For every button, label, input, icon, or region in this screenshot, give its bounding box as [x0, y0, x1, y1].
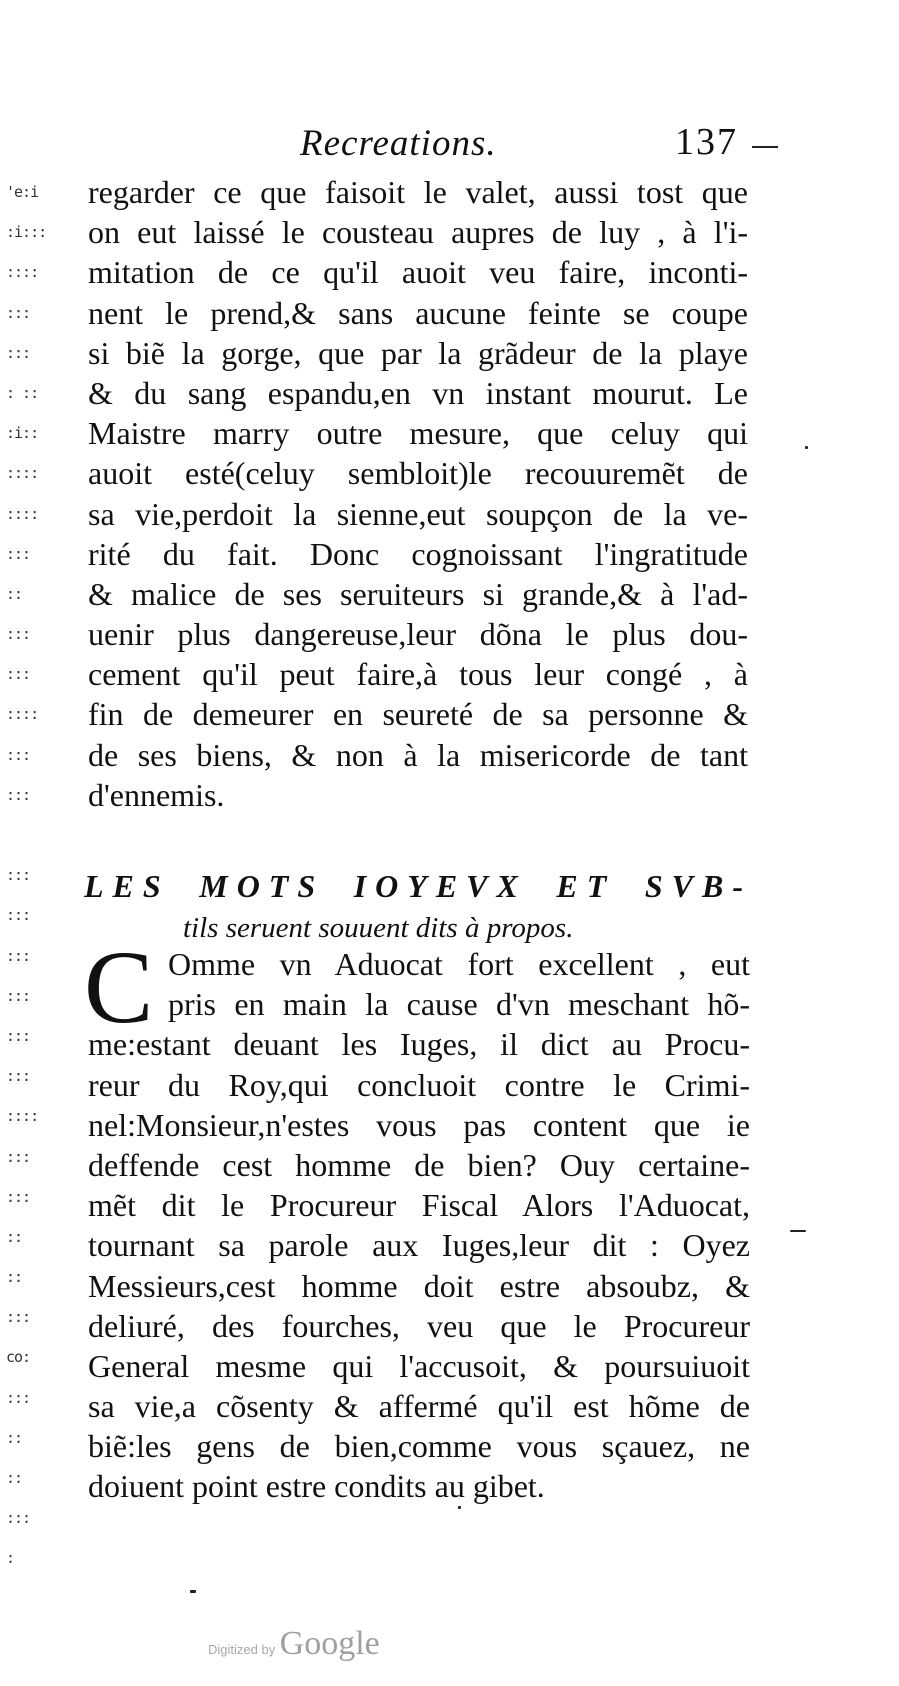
text-line: auoit esté(celuy sembloit)le recouuremẽt de — [88, 455, 748, 492]
text-line: mitation de ce qu'il auoit veu faire, inconti- — [88, 254, 748, 291]
margin-fragment: ::: — [6, 946, 31, 965]
text-line: reur du Roy,qui concluoit contre le Crimi- — [88, 1066, 750, 1103]
text-line: deliuré, des fourches, veu que le Procureur — [88, 1307, 750, 1344]
text-line: nent le prend,& sans aucune feinte se coupe — [88, 294, 748, 331]
margin-fragment: :::: — [6, 263, 39, 282]
text-line: pris en main la cause d'vn meschant hõ- — [168, 986, 750, 1023]
margin-fragment: : :: — [6, 383, 39, 402]
margin-fragment: ::: — [6, 343, 31, 362]
margin-fragment: :::: — [6, 705, 39, 724]
margin-fragment: :: — [6, 1428, 23, 1447]
text-line: me:estant deuant les Iuges, il dict au Procu- — [88, 1026, 750, 1063]
margin-fragment: 'e:i — [6, 183, 39, 201]
text-line: si biẽ la gorge, que par la grãdeur de la playe — [88, 334, 748, 371]
margin-fragment: :i::: — [6, 223, 47, 242]
digitized-by-watermark — [208, 1625, 380, 1663]
margin-fragment: ::: — [6, 544, 31, 563]
margin-fragment: ::: — [6, 745, 31, 764]
margin-fragment — [6, 815, 50, 855]
text-line: rité du fait. Donc cognoissant l'ingratitude — [88, 535, 748, 572]
text-line: doiuent point estre condits au gibet. — [88, 1468, 545, 1505]
margin-fragment: :: — [6, 1469, 23, 1487]
text-line: fin de demeurer en seureté de sa personne & — [88, 696, 748, 733]
text-line: sa vie,a cõsenty & affermé qu'il est hõme de — [88, 1388, 750, 1425]
margin-fragment: :::: — [6, 504, 39, 523]
margin-fragment: ::: — [6, 665, 31, 684]
text-line: mẽt dit le Procureur Fiscal Alors l'Aduocat, — [88, 1187, 750, 1224]
text-line: on eut laissé le cousteau aupres de luy , à l'i- — [88, 214, 748, 251]
margin-fragment: ::: — [6, 986, 31, 1005]
margin-fragment: ::: — [6, 1308, 31, 1327]
ink-speck — [190, 1590, 196, 1593]
margin-fragment: ::: — [6, 625, 31, 644]
adjacent-page-margin-fragments — [6, 172, 50, 1579]
text-line: Messieurs,cest homme doit estre absoubz, & — [88, 1267, 750, 1304]
text-line: & malice de ses seruiteurs si grande,& à l'ad- — [88, 575, 748, 612]
margin-fragment: :::: — [6, 464, 39, 483]
ink-speck — [790, 1230, 806, 1232]
text-line: tournant sa parole aux Iuges,leur dit : Oyez — [88, 1227, 750, 1264]
margin-fragment: ::: — [6, 906, 31, 925]
margin-fragment: ::: — [6, 1147, 31, 1166]
text-line: deffende cest homme de bien? Ouy certaine- — [88, 1146, 750, 1183]
text-line: regarder ce que faisoit le valet, aussi tost que — [88, 174, 748, 210]
margin-fragment: ::: — [6, 1026, 31, 1045]
text-line: de ses biens, & non à la misericorde de tant — [88, 736, 748, 773]
text-line: Maistre marry outre mesure, que celuy qui — [88, 415, 748, 452]
text-line: cement qu'il peut faire,à tous leur congé , à — [88, 656, 748, 693]
google-logo: Google — [279, 1625, 380, 1662]
text-line: biẽ:les gens de bien,comme vous sçauez, ne — [88, 1428, 750, 1465]
text-line: uenir plus dangereuse,leur dõna le plus dou- — [88, 616, 748, 653]
text-line: nel:Monsieur,n'estes vous pas content que ie — [88, 1106, 750, 1143]
chapter-subheading: tils seruent souuent dits à propos. — [183, 912, 574, 944]
margin-fragment: ::: — [6, 1067, 31, 1086]
drop-cap: C — [84, 930, 154, 1045]
text-line: & du sang espandu,en vn instant mourut. Le — [88, 374, 748, 411]
margin-fragment: :: — [6, 584, 23, 603]
ink-speck — [805, 446, 808, 449]
text-line: Omme vn Aduocat fort excellent , eut — [168, 946, 750, 982]
head-rule — [752, 146, 778, 148]
margin-fragment: co: — [6, 1348, 31, 1367]
text-line: General mesme qui l'accusoit, & poursuiuoit — [88, 1347, 750, 1384]
margin-fragment: ::: — [6, 1187, 31, 1206]
running-head — [0, 122, 899, 172]
running-title: Recreations. — [300, 123, 497, 164]
margin-fragment: ::: — [6, 303, 31, 322]
text-line: sa vie,perdoit la sienne,eut soupçon de la ve- — [88, 495, 748, 532]
margin-fragment: ::: — [6, 785, 31, 804]
margin-fragment: : — [6, 1549, 15, 1568]
passage-two — [84, 930, 750, 1507]
margin-fragment: :i:: — [6, 424, 39, 443]
margin-fragment: ::: — [6, 1509, 31, 1528]
passage-one — [88, 172, 748, 815]
ink-speck — [458, 1506, 461, 1509]
margin-fragment: ::: — [6, 1388, 31, 1407]
margin-fragment: :: — [6, 1268, 23, 1287]
digitized-by-label: Digitized by — [208, 1642, 276, 1657]
chapter-heading: LES MOTS IOYEVX ET SVB- — [84, 868, 752, 904]
text-line: d'ennemis. — [88, 776, 225, 813]
margin-fragment: :::: — [6, 1107, 39, 1126]
page-number: 137 — [675, 121, 738, 163]
margin-fragment: ::: — [6, 866, 31, 885]
margin-fragment: :: — [6, 1227, 23, 1246]
